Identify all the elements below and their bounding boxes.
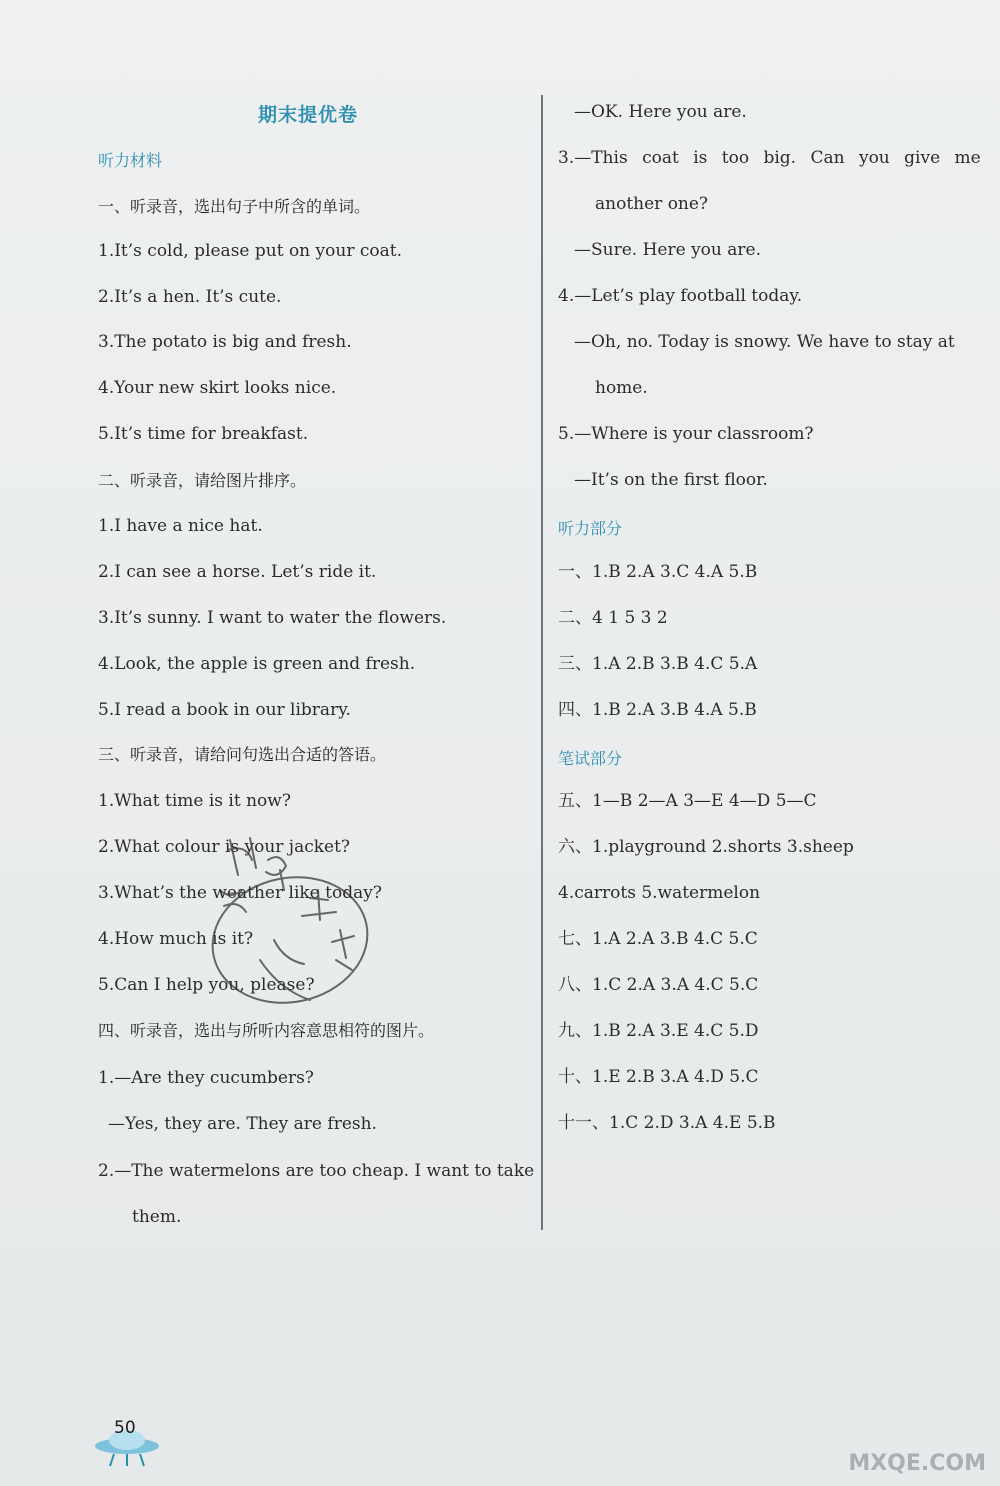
list-item: 1.What time is it now? — [98, 791, 291, 811]
list-item: 3.It’s sunny. I want to water the flowers. — [98, 608, 447, 628]
list-item: —OK. Here you are. — [574, 102, 747, 122]
answer-row: 一、1.B 2.A 3.C 4.A 5.B — [558, 562, 758, 582]
answer-row: 四、1.B 2.A 3.B 4.A 5.B — [558, 700, 757, 720]
section-1-title: 一、听录音，选出句子中所含的单词。 — [98, 197, 371, 216]
site-watermark: MXQE.COM — [848, 1451, 986, 1476]
answer-row: 十一、1.C 2.D 3.A 4.E 5.B — [558, 1113, 776, 1133]
answer-row: 六、1.playground 2.shorts 3.sheep — [558, 837, 854, 857]
list-item: home. — [595, 378, 648, 398]
list-item: 4.—Let’s play football today. — [558, 286, 803, 306]
answer-row: 五、1—B 2—A 3—E 4—D 5—C — [558, 791, 817, 811]
list-item: 2.What colour is your jacket? — [98, 837, 351, 857]
list-item: —It’s on the first floor. — [574, 470, 768, 490]
list-item: 5.—Where is your classroom? — [558, 424, 814, 444]
list-item: 5.Can I help you, please? — [98, 975, 315, 995]
handwritten-stamp-mark — [190, 820, 380, 1030]
list-item: 3.The potato is big and fresh. — [98, 332, 352, 352]
list-item: them. — [132, 1207, 182, 1227]
answer-row: 九、1.B 2.A 3.E 4.C 5.D — [558, 1021, 759, 1041]
answer-row: 4.carrots 5.watermelon — [558, 883, 761, 903]
answer-row: 三、1.A 2.B 3.B 4.C 5.A — [558, 654, 758, 674]
list-item: 1.It’s cold, please put on your coat. — [98, 241, 402, 261]
listening-section-heading: 听力部分 — [558, 519, 623, 538]
page-number-badge — [92, 1418, 162, 1468]
list-item: 5.It’s time for breakfast. — [98, 424, 309, 444]
section-3-title: 三、听录音，请给问句选出合适的答语。 — [98, 745, 387, 764]
list-item: 2.—The watermelons are too cheap. I want to take — [98, 1161, 535, 1181]
section-4-title: 四、听录音，选出与所听内容意思相符的图片。 — [98, 1021, 435, 1040]
page-title: 期末提优卷 — [258, 104, 359, 126]
list-item: 1.I have a nice hat. — [98, 516, 263, 536]
written-section-heading: 笔试部分 — [558, 749, 623, 768]
list-item: 5.I read a book in our library. — [98, 700, 351, 720]
list-item: 3.—This coat is too big. Can you give me — [558, 148, 981, 168]
section-2-title: 二、听录音，请给图片排序。 — [98, 471, 307, 490]
answer-row: 七、1.A 2.A 3.B 4.C 5.C — [558, 929, 758, 949]
list-item: another one? — [595, 194, 709, 214]
list-item: 1.—Are they cucumbers? — [98, 1068, 314, 1088]
answer-row: 八、1.C 2.A 3.A 4.C 5.C — [558, 975, 759, 995]
list-item: 2.I can see a horse. Let’s ride it. — [98, 562, 377, 582]
column-divider — [541, 95, 543, 1230]
page-number: 50 — [114, 1418, 136, 1438]
list-item: 3.What’s the weather like today? — [98, 883, 382, 903]
answer-row: 十、1.E 2.B 3.A 4.D 5.C — [558, 1067, 759, 1087]
list-item: 4.How much is it? — [98, 929, 254, 949]
list-item: 2.It’s a hen. It’s cute. — [98, 287, 282, 307]
listening-material-heading: 听力材料 — [98, 151, 163, 170]
list-item: —Yes, they are. They are fresh. — [108, 1114, 377, 1134]
list-item: 4.Your new skirt looks nice. — [98, 378, 337, 398]
list-item: —Oh, no. Today is snowy. We have to stay at — [574, 332, 955, 352]
answer-row: 二、4 1 5 3 2 — [558, 608, 668, 628]
list-item: 4.Look, the apple is green and fresh. — [98, 654, 416, 674]
list-item: —Sure. Here you are. — [574, 240, 761, 260]
